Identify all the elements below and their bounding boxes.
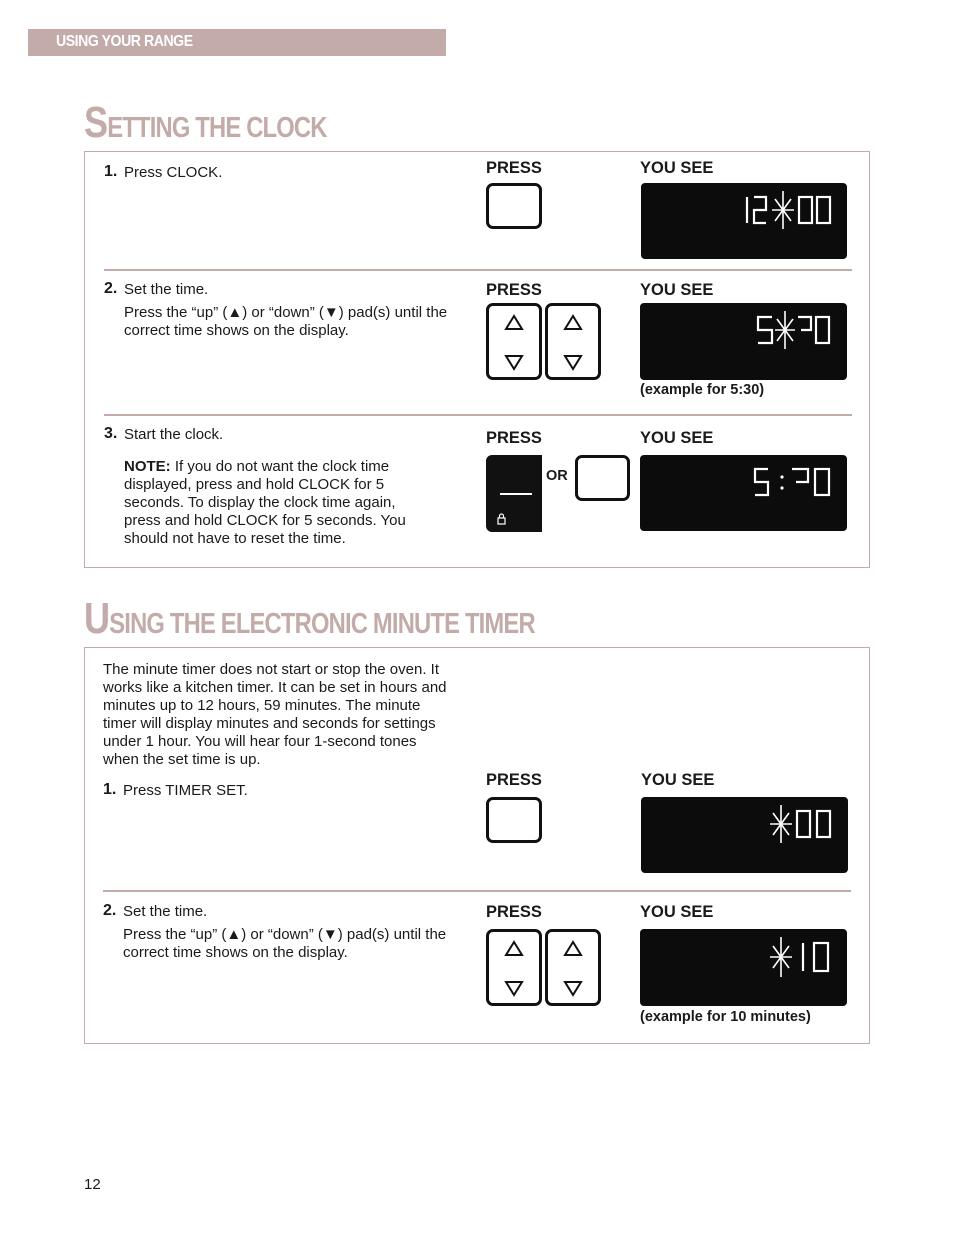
title-initial: S xyxy=(84,98,108,147)
step-divider xyxy=(104,269,852,271)
display-digits xyxy=(641,183,847,259)
press-label: PRESS xyxy=(486,159,542,177)
page-number: 12 xyxy=(84,1176,101,1193)
minute-up-down-pad[interactable] xyxy=(545,929,601,1006)
press-label: PRESS xyxy=(486,429,542,447)
step-detail: Press the “up” (▲) or “down” (▼) pad(s) until the correct time shows on the display. xyxy=(123,926,447,961)
example-caption: (example for 10 minutes) xyxy=(640,1009,811,1025)
you-see-label: YOU SEE xyxy=(640,429,714,447)
step-number: 2. xyxy=(104,280,118,297)
display-digits xyxy=(640,455,847,531)
display-12-00 xyxy=(641,183,847,259)
hour-up-down-pad[interactable] xyxy=(486,303,542,380)
up-down-arrows-icon xyxy=(489,306,539,377)
display-timer-00 xyxy=(641,797,848,873)
example-caption: (example for 5:30) xyxy=(640,382,765,398)
clock-pad-button[interactable] xyxy=(575,455,630,501)
note-label: NOTE: xyxy=(124,458,171,475)
step-number: 1. xyxy=(103,781,117,798)
title-initial: U xyxy=(84,594,110,643)
timer-intro: The minute timer does not start or stop the oven. It works like a kitchen timer. It can be set in hours and minutes up to 12 hours, 59 minutes. The minute timer will display minutes and seconds for settings under 1 hour. You will hear four 1-second tones when the set time is up. xyxy=(103,661,447,768)
step-detail: Press the “up” (▲) or “down” (▼) pad(s) until the correct time shows on the display. xyxy=(124,304,448,339)
display-5-30-flashing xyxy=(640,303,847,380)
up-down-arrows-icon xyxy=(489,932,539,1003)
display-timer-10 xyxy=(640,929,847,1006)
step-number: 3. xyxy=(104,425,118,442)
note-body: If you do not want the clock time displayed, press and hold CLOCK for 5 seconds. To display the clock time again, press and hold CLOCK for 5 seconds. You should not have to reset the time. xyxy=(124,458,406,547)
display-digits xyxy=(640,929,847,1006)
up-down-arrows-icon xyxy=(548,306,598,377)
press-label: PRESS xyxy=(486,771,542,789)
or-label: OR xyxy=(546,468,568,484)
step-text: Set the time. xyxy=(124,281,209,298)
section-title-clock xyxy=(84,98,327,148)
header-bar xyxy=(28,29,446,56)
display-5-30 xyxy=(640,455,847,531)
press-label: PRESS xyxy=(486,903,542,921)
start-pad-button[interactable] xyxy=(486,455,542,532)
minute-up-down-pad[interactable] xyxy=(545,303,601,380)
you-see-label: YOU SEE xyxy=(640,281,714,299)
step-text: Set the time. xyxy=(123,903,208,920)
section-title-timer xyxy=(84,594,535,644)
you-see-label: YOU SEE xyxy=(640,903,714,921)
title-rest: ETTING THE CLOCK xyxy=(107,112,327,144)
step-divider xyxy=(103,890,851,892)
step-text: Press TIMER SET. xyxy=(123,782,248,799)
step-text: Start the clock. xyxy=(124,426,224,443)
hour-up-down-pad[interactable] xyxy=(486,929,542,1006)
header-label: USING YOUR RANGE xyxy=(56,33,193,50)
press-label: PRESS xyxy=(486,281,542,299)
step-number: 1. xyxy=(104,163,118,180)
display-digits xyxy=(640,303,847,380)
timer-set-pad-button[interactable] xyxy=(486,797,542,843)
up-down-arrows-icon xyxy=(548,932,598,1003)
note-text xyxy=(124,458,436,548)
you-see-label: YOU SEE xyxy=(641,771,715,789)
step-number: 2. xyxy=(103,902,117,919)
clock-pad-button[interactable] xyxy=(486,183,542,229)
you-see-label: YOU SEE xyxy=(640,159,714,177)
step-text: Press CLOCK. xyxy=(124,164,223,181)
display-digits xyxy=(641,797,848,873)
title-rest: SING THE ELECTRONIC MINUTE TIMER xyxy=(109,608,535,640)
step-divider xyxy=(104,414,852,416)
start-pad-icon xyxy=(489,458,545,535)
